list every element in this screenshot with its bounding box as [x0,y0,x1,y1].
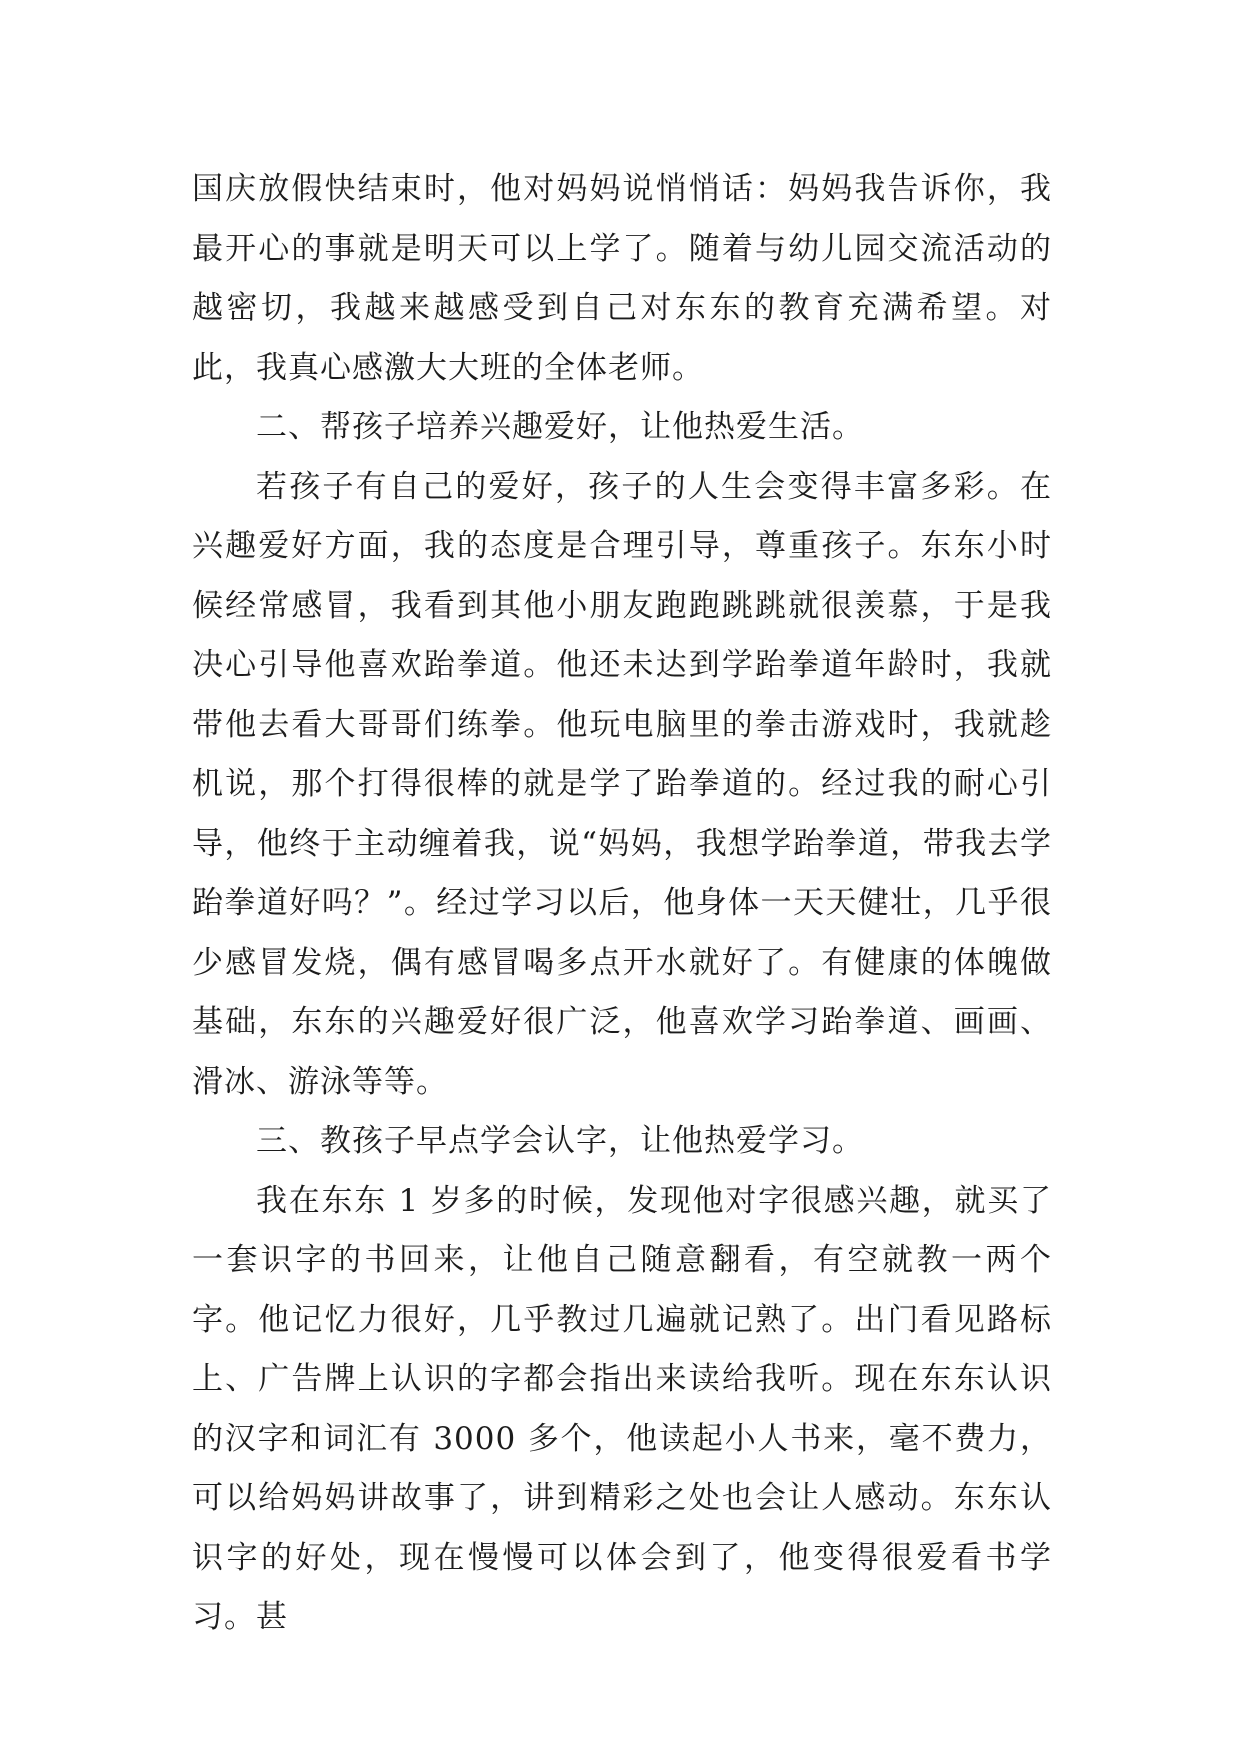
section-heading-literacy: 三、教孩子早点学会认字，让他热爱学习。 [256,1123,864,1159]
document-body [192,160,1052,1648]
paragraph-hobbies: 若孩子有自己的爱好，孩子的人生会变得丰富多彩。在兴趣爱好方面，我的态度是合理引导，尊重孩子。东东小时候经常感冒，我看到其他小朋友跑跑跳跳就很羡慕，于是我决心引导他喜欢跆拳道。他还未达到学跆拳道年龄时，我就带他去看大哥哥们练拳。他玩电脑里的拳击游戏时，我就趁机说，那个打得很棒的就是学了跆拳道的。经过我的耐心引导，他终于主动缠着我，说“妈妈，我想学跆拳道，带我去学跆拳道好吗？”。经过学习以后，他身体一天天健壮，几乎很少感冒发烧，偶有感冒喝多点开水就好了。有健康的体魄做基础，东东的兴趣爱好很广泛，他喜欢学习跆拳道、画画、滑冰、游泳等等。 [192,468,1052,1100]
paragraph-literacy: 我在东东 1 岁多的时候，发现他对字很感兴趣，就买了一套识字的书回来，让他自己随意翻看，有空就教一两个字。他记忆力很好，几乎教过几遍就记熟了。出门看见路标上、广告牌上认识的字都会指出来读给我听。现在东东认识的汉字和词汇有 3000 多个，他读起小人书来，毫不费力，可以给妈妈讲故事了，讲到精彩之处也会让人感动。东东认识字的好处，现在慢慢可以体会到了，他变得很爱看书学习。甚 [192,1182,1052,1635]
section-heading-hobbies: 二、帮孩子培养兴趣爱好，让他热爱生活。 [256,409,864,445]
paragraph-continuation: 国庆放假快结束时，他对妈妈说悄悄话：妈妈我告诉你，我最开心的事就是明天可以上学了。随着与幼儿园交流活动的越密切，我越来越感受到自己对东东的教育充满希望。对此，我真心感激大大班的全体老师。 [192,171,1052,386]
